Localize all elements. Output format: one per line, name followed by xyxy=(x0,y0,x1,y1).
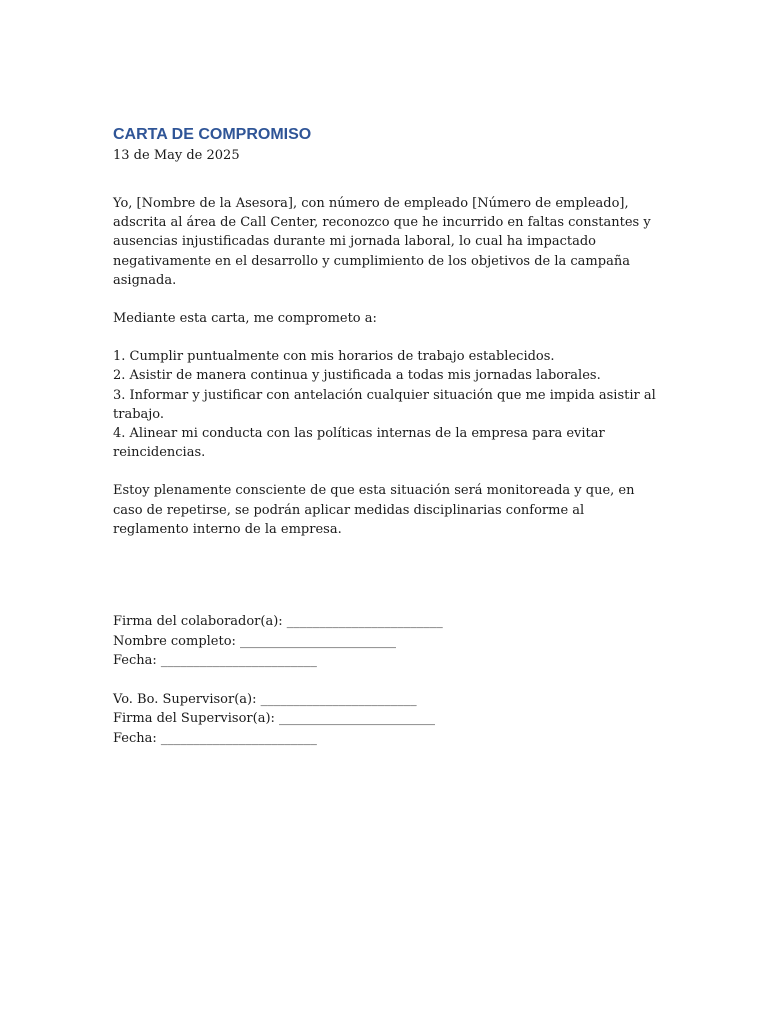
collaborator-signature-block xyxy=(113,612,658,671)
commitment-item: 1. Cumplir puntualmente con mis horarios de trabajo establecidos. xyxy=(113,349,555,365)
commitment-item: 4. Alinear mi conducta con las políticas internas de la empresa para evitar reincidencias. xyxy=(113,426,605,461)
commitment-item: 2. Asistir de manera continua y justificada a todas mis jornadas laborales. xyxy=(113,368,601,384)
commitment-lead: Mediante esta carta, me comprometo a: xyxy=(113,311,377,327)
collaborator-date-line: Fecha: ________________________ xyxy=(113,653,317,669)
signature-spacer xyxy=(113,558,658,612)
collaborator-signature-line: Firma del colaborador(a): ________________________ xyxy=(113,614,443,630)
letter-page xyxy=(113,124,658,767)
supervisor-approval-line: Vo. Bo. Supervisor(a): ________________________ xyxy=(113,691,417,707)
intro-paragraph: Yo, [Nombre de la Asesora], con número de empleado [Número de empleado], adscrita al área de Call Center, reconozco que he incurrido en faltas constantes y ausencias injustificadas durante mi jornada laboral, lo cual ha impactado negativamente en el desarrollo y cumplimiento de los objetivos de la campaña asignada. xyxy=(113,196,651,288)
commitment-item: 3. Informar y justificar con antelación cualquier situación que me impida asistir al trabajo. xyxy=(113,387,656,422)
commitment-list xyxy=(113,347,658,462)
document-date: 13 de May de 2025 xyxy=(113,148,240,163)
supervisor-date-line: Fecha: ________________________ xyxy=(113,730,317,746)
document-title: CARTA DE COMPROMISO xyxy=(113,126,312,143)
collaborator-name-line: Nombre completo: ________________________ xyxy=(113,633,397,649)
supervisor-signature-line: Firma del Supervisor(a): ________________________ xyxy=(113,711,436,727)
supervisor-signature-block xyxy=(113,690,658,749)
closing-paragraph: Estoy plenamente consciente de que esta situación será monitoreada y que, en caso de repetirse, se podrán aplicar medidas disciplinarias conforme al reglamento interno de la empresa. xyxy=(113,483,635,537)
